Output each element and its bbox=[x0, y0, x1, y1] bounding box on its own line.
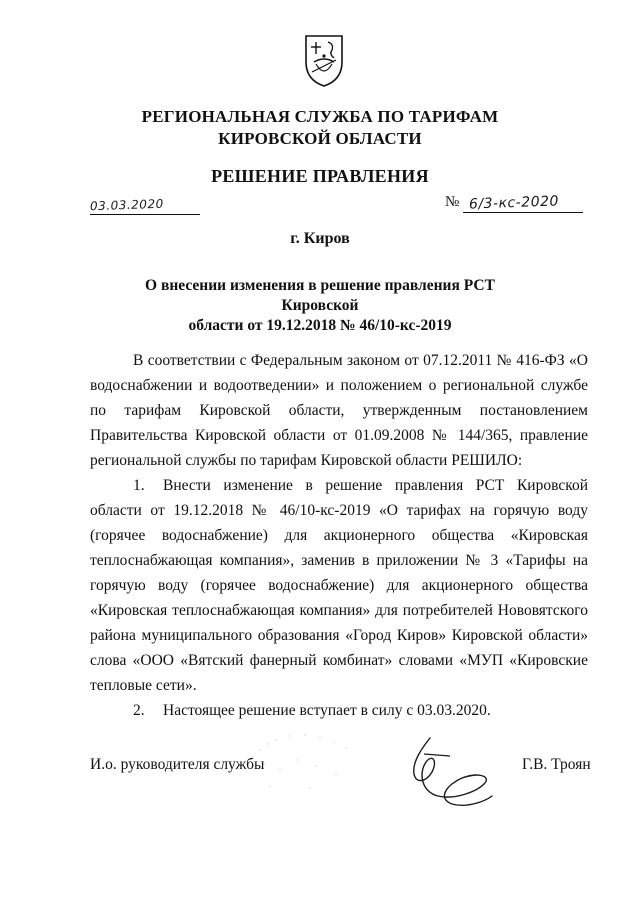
decision-item-1 bbox=[90, 473, 588, 698]
handwritten-signature bbox=[392, 732, 502, 816]
document-subject bbox=[120, 276, 520, 336]
signatory-title: И.о. руководителя службы bbox=[90, 756, 265, 773]
subject-line-1: О внесении изменения в решение правления РСТ Кировской bbox=[145, 277, 495, 314]
document-body bbox=[90, 348, 588, 723]
item-text: Настоящее решение вступает в силу с 03.03.2020. bbox=[163, 702, 491, 719]
preamble-paragraph: В соответствии с Федеральным законом от 07.12.2011 № 416-ФЗ «О водоснабжении и водоотведении» и положением о региональной службе по тарифам Кировской области, утвержденным постановлением Правительства Кировской области от 01.09.2008 № 144/365, правление региональной службы по тарифам Кировской области РЕШИЛО: bbox=[90, 352, 588, 469]
number-sign: № bbox=[445, 194, 460, 210]
document-date-field bbox=[90, 196, 200, 215]
subject-line-2: области от 19.12.2018 № 46/10-кс-2019 bbox=[188, 317, 452, 334]
organization-name bbox=[0, 106, 640, 150]
document-date: 03.03.2020 bbox=[89, 196, 164, 214]
item-number: 2. bbox=[133, 702, 145, 719]
decision-item-2 bbox=[90, 698, 588, 723]
stamp-mark bbox=[250, 730, 360, 800]
organization-line-2: КИРОВСКОЙ ОБЛАСТИ bbox=[218, 129, 422, 148]
document-number-field bbox=[445, 194, 585, 214]
signatory-name: Г.В. Троян bbox=[522, 756, 591, 773]
document-type: РЕШЕНИЕ ПРАВЛЕНИЯ bbox=[211, 166, 429, 186]
item-number: 1. bbox=[133, 477, 145, 494]
coat-of-arms-icon bbox=[302, 32, 346, 88]
document-number: 6/3-кс-2020 bbox=[468, 193, 560, 213]
item-text: Внести изменение в решение правления РСТ Кировской области от 19.12.2018 № 46/10-кс-2019 «О тарифах на горячую воду (горячее водоснабжение) для акционерного общества «Кировская теплоснабжающая компания», заменив в приложении № 3 «Тарифы на горячую воду (горячее водоснабжение) для акционерного общества «Кировская теплоснабжающая компания» для потребителей Нововятского района муниципального образования «Город Киров» Кировской области» слова «ООО «Вятский фанерный комбинат» словами «МУП «Кировские тепловые сети». bbox=[90, 477, 588, 694]
organization-line-1: РЕГИОНАЛЬНАЯ СЛУЖБА ПО ТАРИФАМ bbox=[141, 107, 499, 126]
city: г. Киров bbox=[290, 230, 350, 247]
